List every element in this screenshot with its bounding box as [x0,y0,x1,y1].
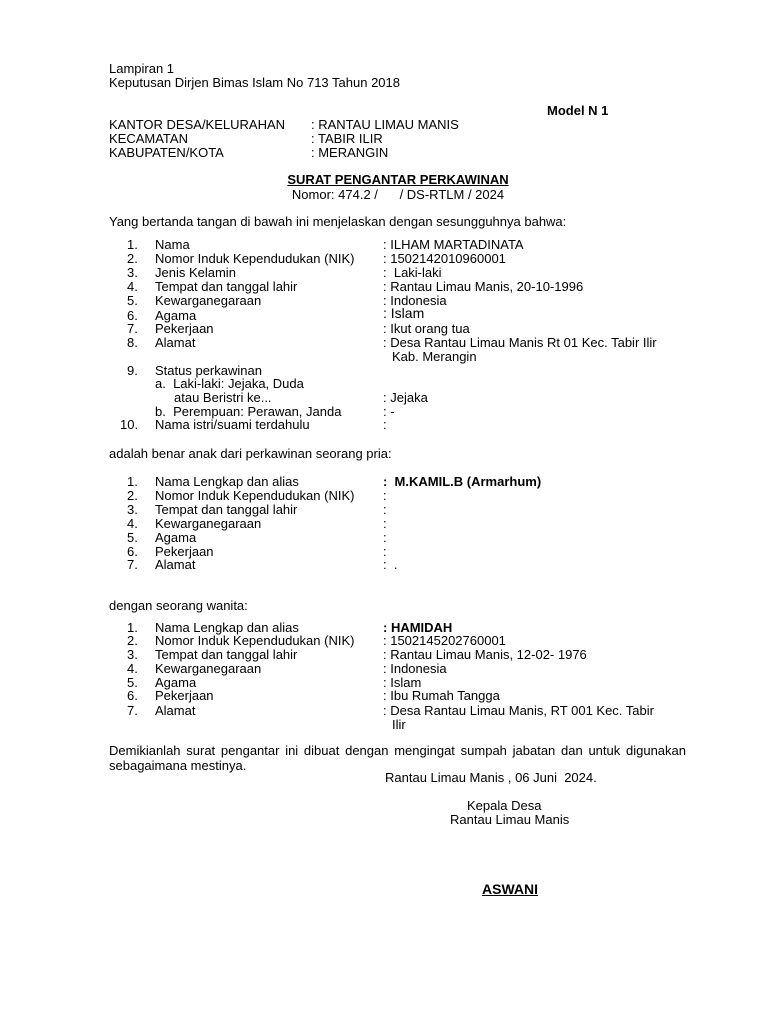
item-value: : Islam [383,305,425,321]
item-number: 1. [127,474,138,489]
item-label: Agama [155,530,197,545]
item-label: Alamat [155,703,196,718]
item-label: Nomor Induk Kependudukan (NIK) [155,488,355,503]
item-value: : [383,530,387,545]
item-number: 9. [127,363,138,378]
closing-paragraph: Demikianlah surat pengantar ini dibuat dengan mengingat sumpah jabatan dan untuk digunakan sebagaimana mestinya. [109,743,686,773]
item-number: 4. [127,661,138,676]
lampiran-label: Lampiran 1 [109,61,175,76]
item-label: Tempat dan tanggal lahir [155,647,298,662]
item-label: Alamat [155,557,196,572]
item-label: Kewarganegaraan [155,661,262,676]
item-number: 4. [127,279,138,294]
item-value: : Rantau Limau Manis, 12-02- 1976 [383,647,587,662]
item-value: : [383,516,387,531]
place-and-date: Rantau Limau Manis , 06 Juni 2024. [385,770,597,785]
item-number: 7. [127,703,138,718]
item-value: : HAMIDAH [383,620,453,635]
item-label: Alamat [155,335,196,350]
item-number: 1. [127,620,138,635]
regency-label: KABUPATEN/KOTA [109,145,224,160]
item-value: : . [383,557,398,572]
item-value-continued: Kab. Merangin [392,349,477,364]
document-title: SURAT PENGANTAR PERKAWINAN [287,172,509,187]
district-label: KECAMATAN [109,131,188,146]
item-number: 6. [127,688,138,703]
item-number: 2. [127,251,138,266]
item-value-continued: Ilir [392,717,406,732]
model-label: Model N 1 [547,103,609,118]
item-number: 3. [127,502,138,517]
mother-intro: dengan seorang wanita: [109,598,248,613]
item-label: Agama [155,308,197,323]
item-number: 7. [127,321,138,336]
item-number: 5. [127,675,138,690]
item-value: : Laki-laki [383,265,442,280]
decree-reference: Keputusan Dirjen Bimas Islam No 713 Tahun 2018 [109,75,400,90]
item-value: : Jejaka [383,390,428,405]
item-value: : Ibu Rumah Tangga [383,688,500,703]
item-label: Nama Lengkap dan alias [155,620,299,635]
regency-value: : MERANGIN [311,145,389,160]
sub-item-label: b. Perempuan: Perawan, Janda [155,404,342,419]
item-value: : Indonesia [383,661,447,676]
item-number: 2. [127,488,138,503]
item-value: : [383,502,387,517]
item-value: : - [383,404,395,419]
office-label: KANTOR DESA/KELURAHAN [109,117,286,132]
item-label: Jenis Kelamin [155,265,236,280]
item-label: Pekerjaan [155,321,214,336]
item-value: : Indonesia [383,293,447,308]
item-number: 5. [127,293,138,308]
item-number: 6. [127,308,138,323]
item-label: Kewarganegaraan [155,516,262,531]
item-number: 10. [120,417,139,432]
item-value: : M.KAMIL.B (Armarhum) [383,474,542,489]
item-value: : 1502145202760001 [383,633,506,648]
item-value: : Islam [383,675,422,690]
item-number: 5. [127,530,138,545]
item-number: 3. [127,647,138,662]
item-label: Pekerjaan [155,544,214,559]
document-number: Nomor: 474.2 / / DS-RTLM / 2024 [291,187,505,202]
item-label: Nama istri/suami terdahulu [155,417,310,432]
item-value: : [383,417,387,432]
sub-item-label: atau Beristri ke... [174,390,272,405]
sub-item-label: a. Laki-laki: Jejaka, Duda [155,376,304,391]
item-number: 1. [127,237,138,252]
item-number: 8. [127,335,138,350]
item-value: : Ikut orang tua [383,321,470,336]
item-value: : [383,544,387,559]
item-label: Tempat dan tanggal lahir [155,279,298,294]
district-value: : TABIR ILIR [311,131,383,146]
item-value: : Rantau Limau Manis, 20-10-1996 [383,279,584,294]
item-value: : Desa Rantau Limau Manis Rt 01 Kec. Tabir Ilir [383,335,657,350]
item-label: Nama Lengkap dan alias [155,474,299,489]
intro-text: Yang bertanda tangan di bawah ini menjelaskan dengan sesungguhnya bahwa: [109,214,567,229]
item-label: Kewarganegaraan [155,293,262,308]
item-number: 7. [127,557,138,572]
item-value: : ILHAM MARTADINATA [383,237,524,252]
item-label: Agama [155,675,197,690]
item-value: : 1502142010960001 [383,251,506,266]
item-label: Tempat dan tanggal lahir [155,502,298,517]
item-number: 4. [127,516,138,531]
item-label: Status perkawinan [155,363,262,378]
signer-title: Kepala Desa [467,798,542,813]
item-label: Nomor Induk Kependudukan (NIK) [155,633,355,648]
item-value: : [383,488,387,503]
item-number: 3. [127,265,138,280]
item-number: 2. [127,633,138,648]
item-number: 6. [127,544,138,559]
signer-office: Rantau Limau Manis [450,812,570,827]
item-label: Pekerjaan [155,688,214,703]
item-value: : Desa Rantau Limau Manis, RT 001 Kec. Tabir [383,703,654,718]
item-label: Nama [155,237,190,252]
signer-name: ASWANI [482,881,538,897]
office-value: : RANTAU LIMAU MANIS [311,117,459,132]
item-label: Nomor Induk Kependudukan (NIK) [155,251,355,266]
father-intro: adalah benar anak dari perkawinan seorang pria: [109,446,392,461]
